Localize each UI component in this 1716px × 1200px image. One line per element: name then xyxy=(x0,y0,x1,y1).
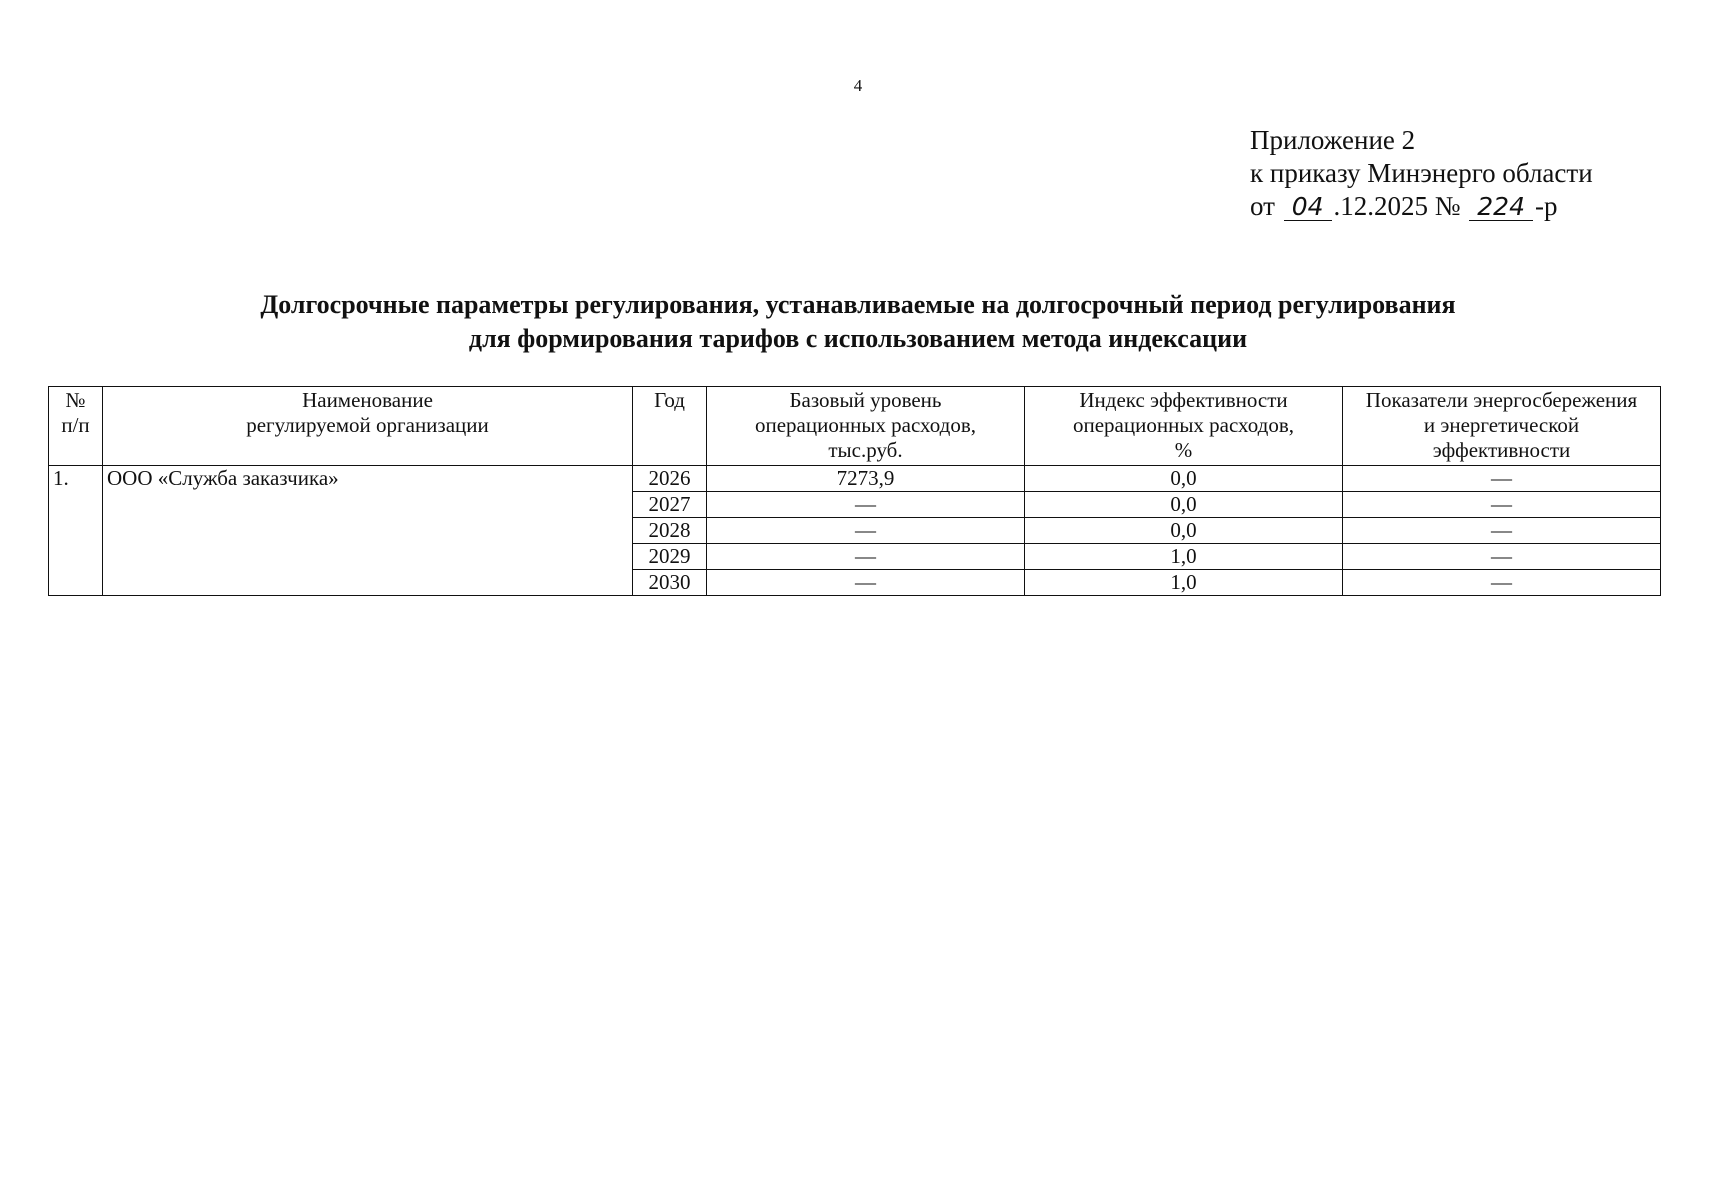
header-organization-line-2: регулируемой организации xyxy=(246,413,489,437)
efficiency-index-cell: 0,0 xyxy=(1025,518,1343,544)
year-cell: 2026 xyxy=(633,466,707,492)
energy-saving-cell: — xyxy=(1343,570,1661,596)
year-cell: 2029 xyxy=(633,544,707,570)
base-level-cell: — xyxy=(707,492,1025,518)
table-row xyxy=(49,466,1661,492)
energy-saving-cell: — xyxy=(1343,544,1661,570)
header-base-level xyxy=(707,387,1025,466)
date-prefix: от xyxy=(1250,191,1275,221)
efficiency-index-cell: 1,0 xyxy=(1025,544,1343,570)
header-number-line-1: № xyxy=(65,388,86,412)
header-base-line-1: Базовый уровень xyxy=(789,388,942,412)
header-year-label: Год xyxy=(654,388,685,412)
header-base-line-2: операционных расходов, xyxy=(754,413,976,437)
energy-saving-cell: — xyxy=(1343,518,1661,544)
organization-name: ООО «Служба заказчика» xyxy=(103,466,633,596)
header-index-line-3: % xyxy=(1174,438,1193,462)
appendix-title: Приложение 2 xyxy=(1250,125,1416,155)
header-number-line-2: п/п xyxy=(61,413,90,437)
appendix-block xyxy=(1250,124,1593,223)
year-cell: 2027 xyxy=(633,492,707,518)
header-efficiency-index xyxy=(1025,387,1343,466)
date-rest: .12.2025 № xyxy=(1333,191,1461,221)
title-line-1: Долгосрочные параметры регулирования, устанавливаемые на долгосрочный период регулирования xyxy=(260,290,1456,319)
header-number xyxy=(49,387,103,466)
energy-saving-cell: — xyxy=(1343,466,1661,492)
handwritten-day: 04 xyxy=(1284,194,1332,221)
table-header-row xyxy=(49,387,1661,466)
year-cell: 2028 xyxy=(633,518,707,544)
base-level-cell: 7273,9 xyxy=(707,466,1025,492)
header-index-line-1: Индекс эффективности xyxy=(1079,388,1288,412)
year-cell: 2030 xyxy=(633,570,707,596)
efficiency-index-cell: 1,0 xyxy=(1025,570,1343,596)
title-line-2: для формирования тарифов с использованием метода индексации xyxy=(468,324,1248,353)
efficiency-index-cell: 0,0 xyxy=(1025,492,1343,518)
header-base-line-3: тыс.руб. xyxy=(828,438,903,462)
header-organization xyxy=(103,387,633,466)
document-title xyxy=(0,288,1716,356)
header-year xyxy=(633,387,707,466)
efficiency-index-cell: 0,0 xyxy=(1025,466,1343,492)
base-level-cell: — xyxy=(707,570,1025,596)
header-energy-line-1: Показатели энергосбережения xyxy=(1365,388,1638,412)
appendix-order-reference: к приказу Минэнерго области xyxy=(1250,158,1593,188)
header-index-line-2: операционных расходов, xyxy=(1072,413,1294,437)
item-number: 1. xyxy=(49,466,103,596)
parameters-table xyxy=(48,386,1661,596)
energy-saving-cell: — xyxy=(1343,492,1661,518)
base-level-cell: — xyxy=(707,544,1025,570)
header-energy-line-3: эффективности xyxy=(1432,438,1571,462)
order-suffix: -р xyxy=(1535,191,1558,221)
header-energy-saving xyxy=(1343,387,1661,466)
appendix-date-line xyxy=(1250,190,1593,223)
header-energy-line-2: и энергетической xyxy=(1423,413,1580,437)
page-number: 4 xyxy=(853,76,863,95)
header-organization-line-1: Наименование xyxy=(302,388,433,412)
base-level-cell: — xyxy=(707,518,1025,544)
handwritten-order-number: 224 xyxy=(1469,194,1533,221)
